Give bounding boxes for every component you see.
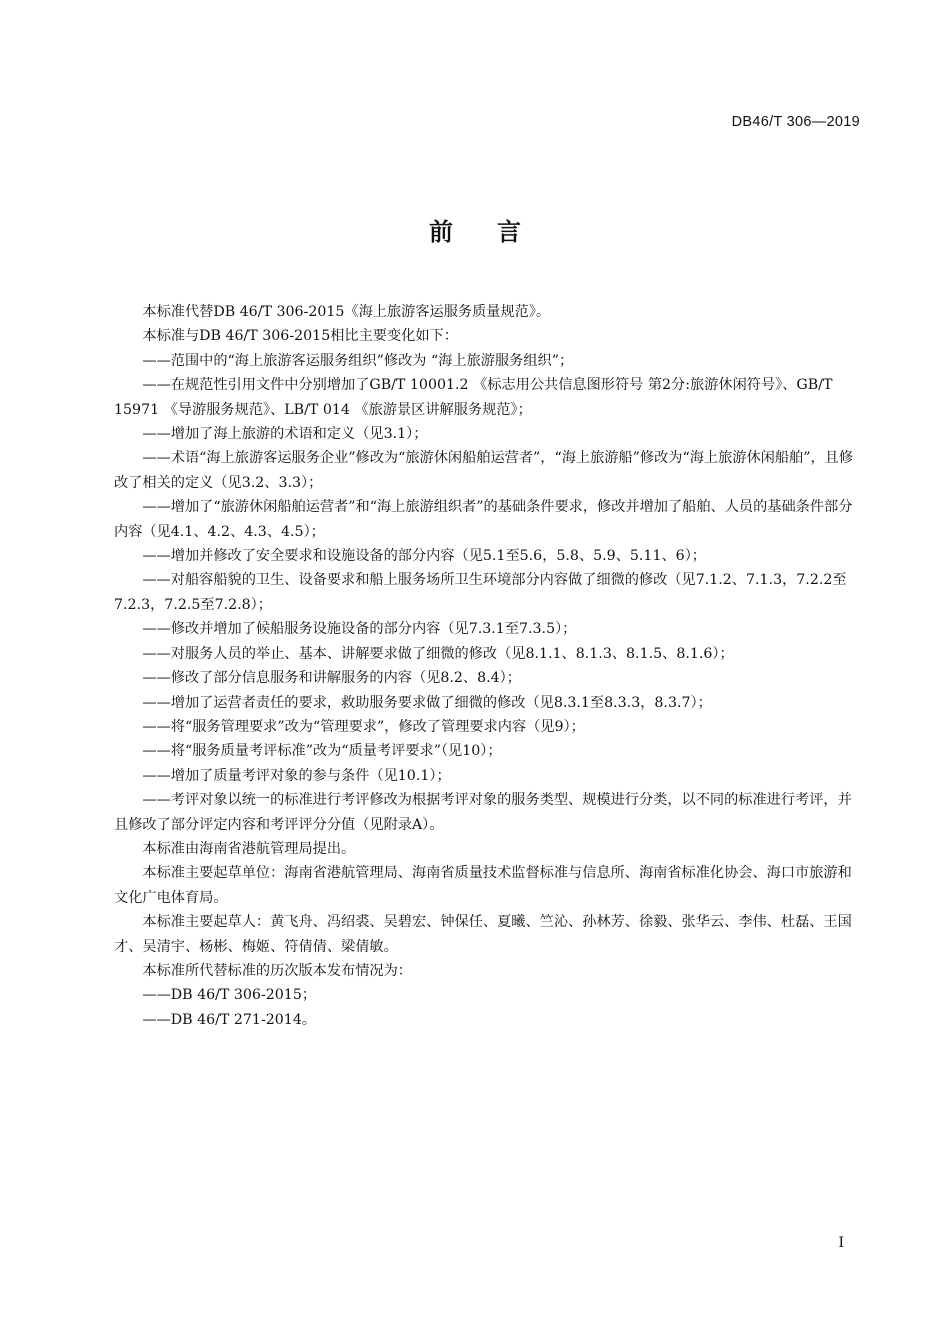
paragraph: 本标准主要起草单位：海南省港航管理局、海南省质量技术监督标准与信息所、海南省标准化协会、海口市旅游和文化广电体育局。 — [114, 865, 852, 906]
change-item: ——考评对象以统一的标准进行考评修改为根据考评对象的服务类型、规模进行分类，以不同的标准进行考评，并且修改了部分评定内容和考评评分分值（见附录A）。 — [114, 792, 852, 833]
document-code: DB46/T 306—2019 — [731, 114, 860, 130]
change-item: ——术语“海上旅游客运服务企业”修改为“旅游休闲船舶运营者”，“海上旅游船”修改为“海上旅游休闲船舶”，且修改了相关的定义（见3.2、3.3）； — [114, 450, 854, 491]
change-item: ——修改了部分信息服务和讲解服务的内容（见8.2、8.4）； — [142, 670, 521, 687]
change-item: ——将“服务管理要求”改为“管理要求”，修改了管理要求内容（见9）； — [142, 718, 585, 735]
history-item: ——DB 46/T 271-2014。 — [142, 1011, 317, 1028]
change-item: ——增加了运营者责任的要求，救助服务要求做了细微的修改（见8.3.1至8.3.3，8.3.7）； — [142, 694, 712, 711]
paragraph: 本标准代替DB 46/T 306-2015《海上旅游客运服务质量规范》。 — [142, 304, 551, 320]
change-item: ——增加了海上旅游的术语和定义（见3.1）； — [142, 426, 428, 443]
paragraph: 本标准与DB 46/T 306-2015相比主要变化如下： — [142, 328, 458, 345]
change-item: ——在规范性引用文件中分别增加了GB/T 10001.2 《标志用公共信息图形符号 第2分:旅游休闲符号》、GB/T 15971 《导游服务规范》、LB/T 014 《旅游景区讲解服务规范》； — [114, 377, 833, 418]
page-number: I — [838, 1235, 844, 1251]
change-item: ——增加了“旅游休闲船舶运营者”和“海上旅游组织者”的基础条件要求，修改并增加了船舶、人员的基础条件部分内容（见4.1、4.2、4.3、4.5）； — [114, 499, 853, 540]
change-item: ——将“服务质量考评标准”改为“质量考评要求”（见10）； — [142, 743, 502, 760]
change-item: ——修改并增加了候船服务设施设备的部分内容（见7.3.1至7.3.5）； — [142, 621, 577, 638]
paragraph: 本标准所代替标准的历次版本发布情况为： — [142, 962, 412, 979]
change-item: ——增加并修改了安全要求和设施设备的部分内容（见5.1至5.6，5.8、5.9、5.11、6）； — [142, 548, 706, 565]
paragraph: 本标准主要起草人：黄飞舟、冯绍裘、吴碧宏、钟保任、夏曦、竺沁、孙林芳、徐毅、张华云、李伟、杜磊、王国才、吴清宇、杨彬、梅姬、符倩倩、梁倩敏。 — [114, 914, 852, 955]
change-item: ——范围中的“海上旅游客运服务组织”修改为 “海上旅游服务组织”； — [142, 352, 574, 369]
change-item: ——对服务人员的举止、基本、讲解要求做了细微的修改（见8.1.1、8.1.3、8.1.5、8.1.6）； — [142, 645, 734, 662]
paragraph: 本标准由海南省港航管理局提出。 — [142, 840, 356, 857]
foreword-body — [114, 300, 862, 1032]
page-title: 前言 — [429, 218, 565, 246]
change-item: ——对船容船貌的卫生、设备要求和船上服务场所卫生环境部分内容做了细微的修改（见7.1.2、7.1.3，7.2.2至7.2.3，7.2.5至7.2.8）； — [114, 572, 847, 613]
history-item: ——DB 46/T 306-2015； — [142, 987, 317, 1004]
change-item: ——增加了质量考评对象的参与条件（见10.1）； — [142, 767, 451, 784]
